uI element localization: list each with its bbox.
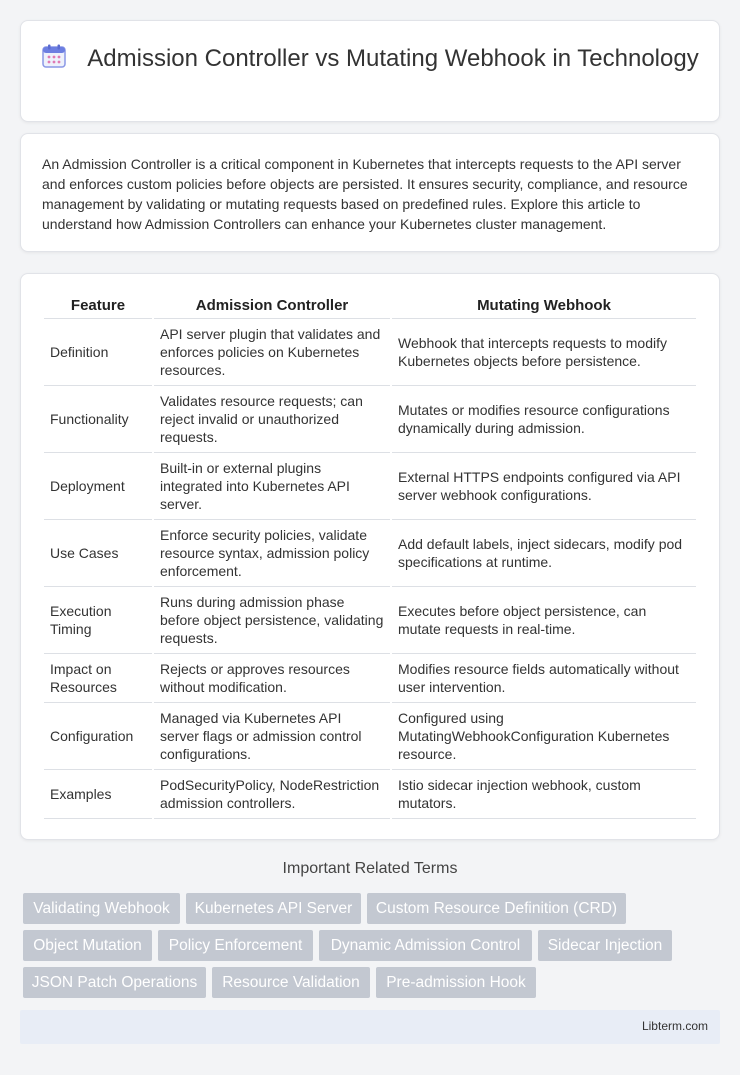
related-term-tag[interactable]: Dynamic Admission Control xyxy=(319,930,532,961)
row-feature: Functionality xyxy=(44,386,152,453)
table-row xyxy=(44,319,696,386)
row-mutating-webhook: Modifies resource fields automatically without user intervention. xyxy=(392,654,696,703)
footer xyxy=(20,1010,720,1044)
row-admission-controller: API server plugin that validates and enforces policies on Kubernetes resources. xyxy=(154,319,390,386)
row-feature: Use Cases xyxy=(44,520,152,587)
related-term-tag[interactable]: JSON Patch Operations xyxy=(23,967,206,998)
row-admission-controller: Managed via Kubernetes API server flags or admission control configurations. xyxy=(154,703,390,770)
table-row xyxy=(44,654,696,703)
header-feature: Feature xyxy=(44,295,152,319)
related-term-tag[interactable]: Sidecar Injection xyxy=(538,930,672,961)
related-term-tag[interactable]: Validating Webhook xyxy=(23,893,180,924)
intro-card xyxy=(20,133,720,252)
row-admission-controller: PodSecurityPolicy, NodeRestriction admission controllers. xyxy=(154,770,390,819)
row-feature: Examples xyxy=(44,770,152,819)
footer-site-link[interactable]: Libterm.com xyxy=(641,1019,708,1033)
related-terms-title: Important Related Terms xyxy=(282,860,458,877)
row-admission-controller: Rejects or approves resources without modification. xyxy=(154,654,390,703)
page-title-wrap xyxy=(21,43,719,73)
comparison-card xyxy=(20,273,720,840)
header-mutating-webhook: Mutating Webhook xyxy=(392,295,696,319)
row-feature: Execution Timing xyxy=(44,587,152,654)
table-header-row xyxy=(44,295,696,319)
table-row xyxy=(44,386,696,453)
comparison-table xyxy=(42,295,698,819)
table-row xyxy=(44,453,696,520)
table-row xyxy=(44,520,696,587)
related-term-tag[interactable]: Pre-admission Hook xyxy=(376,967,536,998)
row-mutating-webhook: Add default labels, inject sidecars, modify pod specifications at runtime. xyxy=(392,520,696,587)
table-row xyxy=(44,703,696,770)
row-feature: Configuration xyxy=(44,703,152,770)
row-mutating-webhook: Istio sidecar injection webhook, custom mutators. xyxy=(392,770,696,819)
table-row xyxy=(44,770,696,819)
row-admission-controller: Enforce security policies, validate resource syntax, admission policy enforcement. xyxy=(154,520,390,587)
row-mutating-webhook: Configured using MutatingWebhookConfiguration Kubernetes resource. xyxy=(392,703,696,770)
row-mutating-webhook: External HTTPS endpoints configured via API server webhook configurations. xyxy=(392,453,696,520)
row-admission-controller: Built-in or external plugins integrated into Kubernetes API server. xyxy=(154,453,390,520)
title-card xyxy=(20,20,720,122)
row-admission-controller: Runs during admission phase before object persistence, validating requests. xyxy=(154,587,390,654)
calendar-icon xyxy=(41,43,67,69)
row-feature: Impact on Resources xyxy=(44,654,152,703)
related-term-tag[interactable]: Kubernetes API Server xyxy=(186,893,361,924)
page-title: Admission Controller vs Mutating Webhook in Technology xyxy=(87,45,699,72)
related-term-tag[interactable]: Custom Resource Definition (CRD) xyxy=(367,893,626,924)
related-term-tag[interactable]: Policy Enforcement xyxy=(158,930,313,961)
related-term-tag[interactable]: Object Mutation xyxy=(23,930,152,961)
row-mutating-webhook: Webhook that intercepts requests to modify Kubernetes objects before persistence. xyxy=(392,319,696,386)
row-mutating-webhook: Executes before object persistence, can mutate requests in real-time. xyxy=(392,587,696,654)
intro-paragraph: An Admission Controller is a critical component in Kubernetes that intercepts requests to the API server and enforces custom policies before objects are persisted. It ensures security, compliance, and resource management by validating or mutating requests based on predefined rules. Explore this article to understand how Admission Controllers can enhance your Kubernetes cluster management. xyxy=(42,156,688,232)
table-row xyxy=(44,587,696,654)
header-admission-controller: Admission Controller xyxy=(154,295,390,319)
row-mutating-webhook: Mutates or modifies resource configurations dynamically during admission. xyxy=(392,386,696,453)
related-term-tag[interactable]: Resource Validation xyxy=(212,967,370,998)
row-admission-controller: Validates resource requests; can reject invalid or unauthorized requests. xyxy=(154,386,390,453)
row-feature: Deployment xyxy=(44,453,152,520)
row-feature: Definition xyxy=(44,319,152,386)
